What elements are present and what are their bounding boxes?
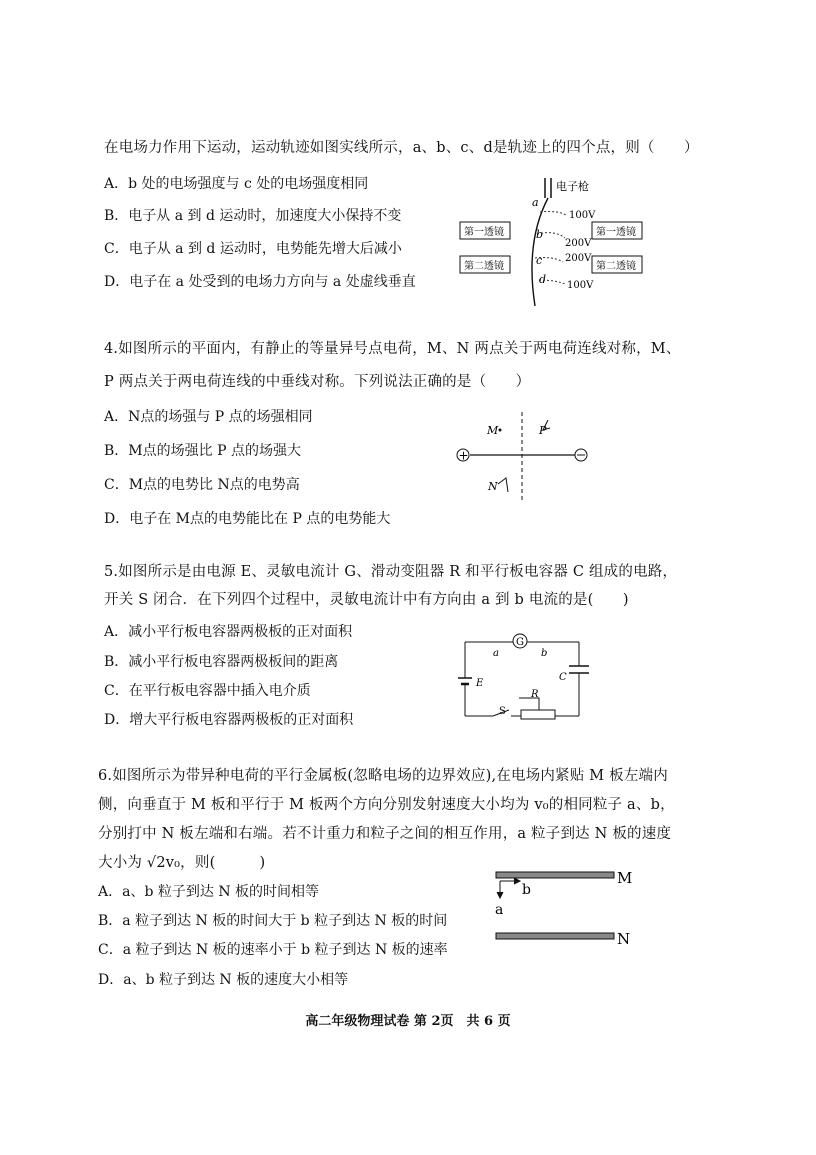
q6-option-c: C．a 粒子到达 N 板的速率小于 b 粒子到达 N 板的速率 [98,942,448,958]
q5-option-d: D．增大平行板电容器两极板的正对面积 [104,712,354,728]
point-b-label: b [536,228,544,241]
q5-stem-line2: 开关 S 闭合．在下列四个过程中，灵敏电流计中有方向由 a 到 b 电流的是( ) [104,592,629,608]
lens-2-right-label: 第二透镜 [596,261,636,272]
plate-n [496,933,614,939]
voltage-label-1: 100V [569,210,596,221]
q3-option-d: D．电子在 a 处受到的电场力方向与 a 处虚线垂直 [104,274,416,290]
lens-1-right-label: 第一透镜 [596,227,636,238]
particle-b-label: b [522,882,531,898]
q3-option-b: B．电子从 a 到 d 运动时，加速度大小保持不变 [104,208,402,224]
q3-figure-electron-lens [455,172,655,312]
arrow-b-head [514,878,520,884]
gun-label: 电子枪 [556,180,589,193]
capacitor-label: C [559,672,567,683]
q5-option-b: B．减小平行板电容器两极板间的距离 [104,654,339,670]
point-a-label: a [493,648,499,659]
q4-option-c: C．M点的电势比 N点的电势高 [104,477,300,493]
voltage-label-4: 100V [567,280,594,291]
q6-stem-line4: 大小为 √2v₀，则( ) [98,855,266,871]
lens-2-left-label: 第二透镜 [464,261,504,272]
q3-option-c: C．电子从 a 到 d 运动时，电势能先增大后减小 [104,241,402,257]
point-n-label: N [488,480,498,493]
q3-stem: 在电场力作用下运动，运动轨迹如图实线所示，a、b、c、d是轨迹上的四个点，则（ ） [104,140,699,156]
particle-a-label: a [495,902,504,918]
q6-stem-line3: 分别打中 N 板左端和右端。若不计重力和粒子之间的相互作用，a 粒子到达 N 板的速度 [98,826,672,842]
switch-label: S [499,706,506,717]
q6-option-b: B．a 粒子到达 N 板的时间大于 b 粒子到达 N 板的时间 [98,913,448,929]
q3-option-a: A．b 处的电场强度与 c 处的电场强度相同 [104,176,369,192]
voltage-label-2: 200V [565,238,592,249]
q5-option-a: A．减小平行板电容器两极板的正对面积 [104,624,353,640]
q4-option-d: D．电子在 M点的电势能比在 P 点的电势能大 [104,511,391,527]
q6-option-d: D．a、b 粒子到达 N 板的速度大小相等 [98,972,349,988]
q6-stem-line1: 6.如图所示为带异种电荷的平行金属板(忽略电场的边界效应),在电场内紧贴 M 板左端内 [98,768,668,784]
point-c-label: c [536,254,543,267]
point-b-label: b [541,648,548,659]
point-p-label: P [539,424,547,437]
q4-figure-charges [450,408,600,504]
page-footer: 高二年级物理试卷 第 2页 共 6 页 [305,1014,511,1029]
galvanometer-label: G [516,637,524,648]
q6-figure-plates [490,866,640,948]
rheostat-icon [521,710,555,719]
plate-n-label: N [617,930,631,948]
q4-stem-line1: 4.如图所示的平面内，有静止的等量异号点电荷，M、N 两点关于两电荷连线对称，M、 [104,341,681,357]
q4-stem-line2: P 两点关于两电荷连线的中垂线对称。下列说法正确的是（ ） [104,374,531,390]
plate-m [496,872,614,878]
equipotential-1 [540,212,567,217]
q5-option-c: C．在平行板电容器中插入电介质 [104,683,311,699]
point-a-label: a [532,196,539,209]
plus-sign: + [458,448,469,463]
trajectory [532,198,548,306]
point-d-label: d [539,273,547,286]
arrow-a-head [497,892,503,898]
voltage-label-3: 200V [565,253,592,264]
q4-option-b: B．M点的场强比 P 点的场强大 [104,443,301,459]
battery-label: E [476,678,484,689]
plate-m-label: M [617,869,633,887]
rheostat-label: R [531,689,539,700]
point-m-label: M [487,424,499,437]
q5-figure-circuit [455,628,605,724]
point-n-marker [498,478,508,492]
q4-option-a: A．N点的场强与 P 点的场强相同 [104,409,313,425]
lens-1-left-label: 第一透镜 [464,227,504,238]
q6-option-a: A．a、b 粒子到达 N 板的时间相等 [98,884,320,900]
point-m-dot [499,429,502,432]
q6-stem-line2: 侧，向垂直于 M 板和平行于 M 板两个方向分别发射速度大小均为 v₀的相同粒子 a、b， [98,797,675,813]
q5-stem-line1: 5.如图所示是由电源 E、灵敏电流计 G、滑动变阻器 R 和平行板电容器 C 组成的电路， [104,564,678,580]
